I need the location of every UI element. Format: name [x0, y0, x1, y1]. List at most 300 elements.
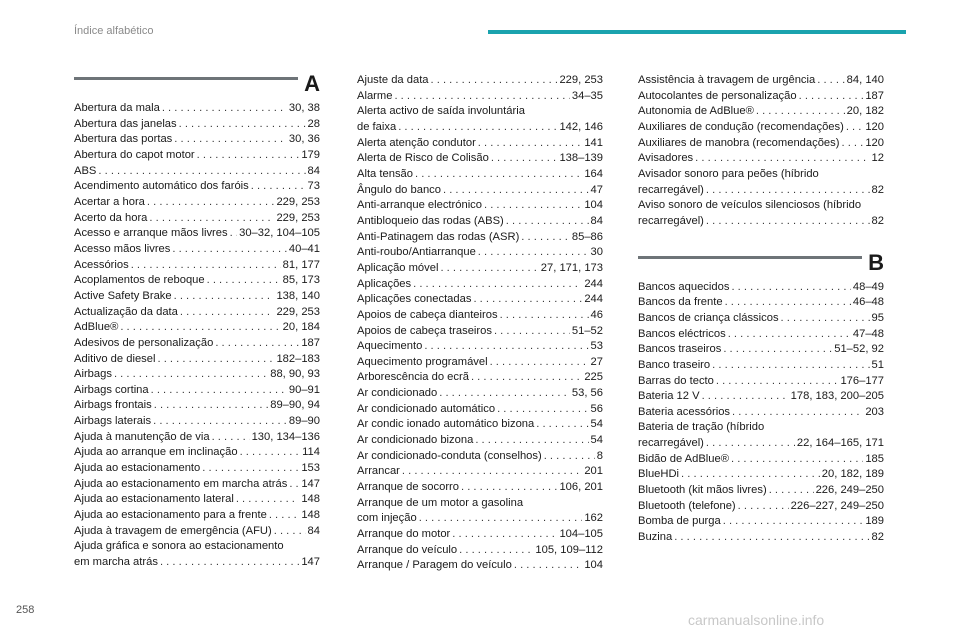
entry-term: Ajuda ao estacionamento: [74, 462, 201, 475]
dot-leader: [154, 398, 268, 414]
entry-term: Bluetooth (kit mãos livres): [638, 484, 767, 497]
entry-term: recarregável): [638, 437, 704, 450]
dot-leader: [475, 433, 588, 449]
entry-pages: 120: [865, 136, 884, 149]
entry-pages: 225: [584, 371, 603, 384]
entry-term: Aditivo de diesel: [74, 352, 156, 365]
entry-pages: 176–177: [840, 374, 884, 387]
entry-pages: 203: [865, 405, 884, 418]
index-entry: [74, 477, 320, 493]
entry-pages: 84: [590, 214, 603, 227]
entry-pages: 56: [590, 402, 603, 415]
index-entry: [357, 230, 603, 246]
index-entry: [357, 198, 603, 214]
entry-pages: 8: [596, 449, 603, 462]
entry-term: Apoios de cabeça dianteiros: [357, 308, 498, 321]
dot-leader: [419, 511, 583, 527]
dot-leader: [731, 280, 850, 296]
entry-term: Ar condic ionado automático bizona: [357, 418, 535, 431]
index-entry: [638, 467, 884, 483]
entry-term: Arranque / Paragem do veículo: [357, 559, 512, 572]
dot-leader: [174, 132, 287, 148]
section-rule: [638, 256, 862, 259]
entry-term: Ar condicionado-conduta (conselhos): [357, 449, 542, 462]
entry-pages: 105, 109–112: [535, 543, 603, 556]
entry-pages: 82: [871, 214, 884, 227]
index-entry: [74, 195, 320, 211]
index-entry: [74, 414, 320, 430]
entry-term: Autonomia de AdBlue®: [638, 105, 754, 118]
entry-term: Acerto da hora: [74, 211, 148, 224]
index-entry: [74, 492, 320, 508]
entry-term: Arborescência do ecrã: [357, 371, 469, 384]
index-entry: [74, 524, 320, 540]
entry-term: Bancos da frente: [638, 296, 723, 309]
entry-pages: 30, 36: [288, 133, 320, 146]
entry-term: Bancos aquecidos: [638, 280, 730, 293]
entry-pages: 226, 249–250: [815, 484, 884, 497]
index-entry: [357, 386, 603, 402]
entry-pages: 47–48: [852, 327, 884, 340]
entry-term: Bancos traseiros: [638, 343, 722, 356]
dot-leader: [491, 151, 558, 167]
index-entry: [357, 417, 603, 433]
entry-term: Alta tensão: [357, 167, 413, 180]
index-entry: [74, 226, 320, 242]
index-entry: [357, 73, 603, 89]
entry-term: Actualização da data: [74, 305, 178, 318]
dot-leader: [514, 558, 582, 574]
entry-term: Alarme: [357, 89, 393, 102]
entry-term: Abertura das portas: [74, 133, 173, 146]
entry-pages: 138, 140: [276, 289, 320, 302]
entry-pages: 51–52: [571, 324, 603, 337]
entry-term: Aquecimento programável: [357, 355, 488, 368]
dot-leader: [769, 483, 814, 499]
index-entry: [357, 370, 603, 386]
entry-pages: 187: [865, 89, 884, 102]
dot-leader: [269, 508, 300, 524]
entry-pages: 12: [871, 152, 884, 165]
index-entry: [74, 352, 320, 368]
dot-leader: [712, 358, 869, 374]
index-entry: [74, 289, 320, 305]
entry-pages: 28: [307, 117, 320, 130]
index-entry: [638, 436, 884, 452]
index-entry: [638, 499, 884, 515]
dot-leader: [500, 308, 589, 324]
header-accent-bar: [488, 30, 906, 34]
dot-leader: [478, 136, 583, 152]
dot-leader: [172, 242, 287, 258]
index-entry: [357, 104, 603, 120]
entry-term: BlueHDi: [638, 468, 680, 481]
dot-leader: [846, 120, 863, 136]
entry-pages: 53: [590, 340, 603, 353]
entry-pages: 53, 56: [571, 387, 603, 400]
index-entry: [638, 452, 884, 468]
dot-leader: [674, 530, 869, 546]
index-entry: [357, 496, 603, 512]
entry-term: Ajuda à travagem de emergência (AFU): [74, 524, 272, 537]
entry-pages: 20, 182, 189: [821, 468, 884, 481]
dot-leader: [207, 273, 281, 289]
dot-leader: [799, 89, 864, 105]
entry-pages: 73: [307, 180, 320, 193]
entry-term: Apoios de cabeça traseiros: [357, 324, 492, 337]
dot-leader: [738, 499, 789, 515]
section-letter: A: [304, 71, 320, 96]
entry-term: Airbags: [74, 368, 112, 381]
dot-leader: [452, 527, 557, 543]
entry-pages: 90–91: [288, 383, 320, 396]
entry-term: Ângulo do banco: [357, 183, 441, 196]
entry-pages: 104: [584, 199, 603, 212]
running-header: Índice alfabético: [74, 25, 154, 37]
entry-pages: 187: [301, 336, 320, 349]
index-entry: [357, 511, 603, 527]
dot-leader: [732, 405, 863, 421]
section-header: [638, 249, 884, 278]
entry-term: Aplicações: [357, 277, 412, 290]
entry-term: Arrancar: [357, 465, 400, 478]
entry-term: Auxiliares de condução (recomendações): [638, 120, 844, 133]
section-header: [74, 73, 320, 99]
dot-leader: [98, 164, 305, 180]
index-entry: [638, 374, 884, 390]
index-entry: [357, 480, 603, 496]
entry-pages: 30: [590, 246, 603, 259]
dot-leader: [706, 436, 795, 452]
entry-term: Abertura do capot motor: [74, 148, 195, 161]
dot-leader: [251, 179, 306, 195]
dot-leader: [681, 467, 820, 483]
entry-pages: 84: [307, 164, 320, 177]
index-entry: [638, 311, 884, 327]
section-letter: B: [868, 249, 884, 275]
entry-pages: 46–48: [852, 296, 884, 309]
entry-term: Arranque do motor: [357, 528, 451, 541]
entry-term: Acesso mãos livres: [74, 242, 171, 255]
dot-leader: [212, 430, 250, 446]
entry-term: Bancos eléctricos: [638, 327, 726, 340]
dot-leader: [728, 327, 851, 343]
dot-leader: [439, 386, 570, 402]
entry-term: Bidão de AdBlue®: [638, 452, 729, 465]
index-entry: [638, 280, 884, 296]
index-entry: [357, 449, 603, 465]
entry-term: Auxiliares de manobra (recomendações): [638, 136, 840, 149]
dot-leader: [202, 461, 299, 477]
dot-leader: [179, 117, 306, 133]
entry-pages: 141: [584, 136, 603, 149]
page-number: 258: [16, 604, 35, 616]
dot-leader: [289, 477, 299, 493]
entry-term: Active Safety Brake: [74, 289, 172, 302]
dot-leader: [236, 492, 299, 508]
entry-term: Airbags laterais: [74, 415, 152, 428]
dot-leader: [240, 445, 301, 461]
dot-leader: [817, 73, 844, 89]
entry-pages: 84, 140: [846, 74, 884, 86]
index-entry: [357, 183, 603, 199]
index-entry: [74, 461, 320, 477]
index-entry: [357, 308, 603, 324]
dot-leader: [478, 245, 589, 261]
entry-term: Banco traseiro: [638, 358, 711, 371]
index-column-3: [638, 73, 884, 546]
dot-leader: [274, 524, 306, 540]
entry-pages: 244: [584, 277, 603, 290]
entry-term: Abertura da mala: [74, 102, 160, 114]
dot-leader: [398, 120, 557, 136]
entry-pages: 27, 171, 173: [540, 261, 603, 274]
dot-leader: [153, 414, 287, 430]
entry-term: Airbags cortina: [74, 383, 149, 396]
dot-leader: [415, 167, 582, 183]
index-entry: [638, 183, 884, 199]
entry-pages: 179: [301, 148, 320, 161]
dot-leader: [424, 339, 588, 355]
entry-term: de faixa: [357, 120, 397, 133]
entry-term: Bancos de criança clássicos: [638, 311, 779, 324]
index-entry: [638, 151, 884, 167]
index-entry: [74, 117, 320, 133]
index-entry: [638, 420, 884, 436]
entry-pages: 51–52, 92: [834, 343, 884, 356]
entry-term: Buzina: [638, 531, 673, 544]
entry-term: Ar condicionado bizona: [357, 434, 474, 447]
entry-pages: 27: [590, 355, 603, 368]
index-entry: [74, 383, 320, 399]
dot-leader: [215, 336, 299, 352]
entry-term: Ajuda ao estacionamento lateral: [74, 493, 234, 506]
entry-term: Alerta atenção condutor: [357, 136, 476, 149]
entry-pages: 162: [584, 512, 603, 525]
entry-pages: 148: [301, 509, 320, 522]
entry-term: Bateria de tração (híbrido: [638, 421, 765, 434]
entry-term: Bluetooth (telefone): [638, 499, 736, 512]
dot-leader: [402, 464, 582, 480]
dot-leader: [497, 402, 588, 418]
entry-pages: 229, 253: [276, 305, 320, 318]
entry-pages: 48–49: [852, 280, 884, 293]
entry-pages: 54: [590, 434, 603, 447]
entry-term: Autocolantes de personalização: [638, 89, 797, 102]
dot-leader: [781, 311, 870, 327]
entry-pages: 34–35: [571, 89, 603, 102]
index-entry: [638, 120, 884, 136]
dot-leader: [731, 452, 863, 468]
index-column-2: [357, 73, 603, 574]
entry-term: Aplicações conectadas: [357, 293, 472, 306]
entry-term: Ajuda ao arranque em inclinação: [74, 446, 238, 459]
dot-leader: [716, 374, 839, 390]
entry-term: Antibloqueio das rodas (ABS): [357, 214, 504, 227]
dot-leader: [120, 320, 280, 336]
entry-pages: 147: [301, 556, 320, 569]
section-rule: [74, 77, 298, 80]
index-entry: [74, 555, 320, 571]
dot-leader: [544, 449, 595, 465]
dot-leader: [756, 104, 845, 120]
index-entry: [357, 527, 603, 543]
dot-leader: [473, 292, 582, 308]
entry-term: recarregável): [638, 183, 704, 196]
watermark: carmanualsonline.info: [688, 612, 825, 628]
entry-pages: 85–86: [571, 230, 603, 243]
index-entry: [638, 483, 884, 499]
index-entry: [638, 167, 884, 183]
entry-pages: 30, 38: [288, 102, 320, 114]
entry-term: Ajuda ao estacionamento em marcha atrás: [74, 477, 288, 490]
dot-leader: [180, 305, 275, 321]
index-entry: [74, 398, 320, 414]
index-entry: [74, 242, 320, 258]
entry-pages: 244: [584, 293, 603, 306]
entry-pages: 30–32, 104–105: [239, 227, 320, 240]
entry-pages: 164: [584, 167, 603, 180]
entry-term: Bateria 12 V: [638, 390, 700, 403]
index-entry: [638, 214, 884, 230]
index-entry: [638, 295, 884, 311]
entry-term: em marcha atrás: [74, 556, 158, 569]
entry-pages: 85, 173: [282, 274, 320, 287]
index-entry: [74, 179, 320, 195]
index-entry: [74, 320, 320, 336]
entry-pages: 178, 183, 200–205: [790, 390, 884, 403]
index-entry: [357, 292, 603, 308]
index-entry: [74, 305, 320, 321]
dot-leader: [157, 352, 274, 368]
entry-term: Ar condicionado: [357, 387, 438, 400]
entry-term: Ajuda à manutenção de via: [74, 430, 210, 443]
index-entry: [357, 245, 603, 261]
entry-pages: 189: [865, 515, 884, 528]
index-entry: [638, 405, 884, 421]
entry-pages: 120: [865, 120, 884, 133]
index-entry: [357, 433, 603, 449]
entry-pages: 40–41: [288, 242, 320, 255]
entry-term: Alerta de Risco de Colisão: [357, 152, 489, 165]
entry-term: Acertar a hora: [74, 195, 145, 208]
index-entry: [357, 464, 603, 480]
index-entry: [357, 136, 603, 152]
entry-term: Avisadores: [638, 152, 694, 165]
dot-leader: [431, 73, 558, 89]
dot-leader: [484, 198, 582, 214]
entry-term: Ajuda ao estacionamento para a frente: [74, 509, 267, 522]
dot-leader: [151, 383, 287, 399]
dot-leader: [702, 389, 789, 405]
dot-leader: [695, 151, 869, 167]
entry-pages: 153: [301, 462, 320, 475]
dot-leader: [149, 211, 274, 227]
index-entry: [357, 543, 603, 559]
index-entry: [357, 214, 603, 230]
entry-term: Acessórios: [74, 258, 129, 271]
entry-pages: 89–90: [288, 415, 320, 428]
entry-term: Ajuste da data: [357, 74, 429, 86]
dot-leader: [521, 230, 570, 246]
entry-term: Aviso sonoro de veículos silenciosos (híbrido: [638, 199, 862, 212]
index-entry: [638, 89, 884, 105]
dot-leader: [490, 355, 589, 371]
index-entry: [638, 530, 884, 546]
dot-leader: [841, 136, 863, 152]
index-entry: [357, 277, 603, 293]
dot-leader: [443, 183, 589, 199]
entry-pages: 54: [590, 418, 603, 431]
dot-leader: [162, 101, 287, 117]
entry-pages: 142, 146: [559, 120, 603, 133]
index-entry: [74, 430, 320, 446]
index-entry: [638, 389, 884, 405]
entry-pages: 229, 253: [276, 195, 320, 208]
entry-pages: 226–227, 249–250: [790, 499, 884, 512]
index-entry: [357, 151, 603, 167]
dot-leader: [706, 214, 870, 230]
entry-pages: 229, 253: [276, 211, 320, 224]
entry-pages: 82: [871, 531, 884, 544]
entry-pages: 47: [590, 183, 603, 196]
entry-term: Acendimento automático dos faróis: [74, 180, 249, 193]
entry-pages: 89–90, 94: [270, 399, 320, 412]
dot-leader: [723, 342, 832, 358]
index-entry: [74, 211, 320, 227]
entry-pages: 114: [302, 446, 320, 459]
index-column-1: [74, 73, 320, 571]
dot-leader: [494, 324, 570, 340]
entry-term: Airbags frontais: [74, 399, 152, 412]
index-entry: [74, 539, 320, 555]
index-entry: [74, 258, 320, 274]
index-entry: [74, 508, 320, 524]
entry-term: Abertura das janelas: [74, 117, 177, 130]
dot-leader: [725, 295, 851, 311]
index-entry: [638, 342, 884, 358]
index-entry: [638, 358, 884, 374]
entry-term: Adesivos de personalização: [74, 336, 214, 349]
entry-pages: 148: [301, 493, 320, 506]
index-entry: [357, 167, 603, 183]
index-entry: [357, 120, 603, 136]
index-entry: [357, 558, 603, 574]
index-entry: [74, 273, 320, 289]
entry-term: AdBlue®: [74, 321, 119, 334]
entry-pages: 88, 90, 93: [270, 368, 320, 381]
dot-leader: [506, 214, 589, 230]
index-entry: [638, 327, 884, 343]
dot-leader: [413, 277, 582, 293]
entry-pages: 46: [590, 308, 603, 321]
entry-pages: 20, 184: [282, 321, 320, 334]
index-entry: [638, 136, 884, 152]
entry-term: Anti-Patinagem das rodas (ASR): [357, 230, 520, 243]
index-entry: [74, 148, 320, 164]
index-entry: [357, 324, 603, 340]
dot-leader: [160, 555, 299, 571]
entry-term: Anti-arranque electrónico: [357, 199, 482, 212]
entry-pages: 81, 177: [282, 258, 320, 271]
index-entry: [357, 339, 603, 355]
entry-pages: 229, 253: [559, 74, 603, 86]
dot-leader: [706, 183, 870, 199]
entry-term: Ajuda gráfica e sonora ao estacionamento: [74, 540, 284, 553]
entry-pages: 84: [307, 524, 320, 537]
index-entry: [638, 104, 884, 120]
dot-leader: [147, 195, 275, 211]
